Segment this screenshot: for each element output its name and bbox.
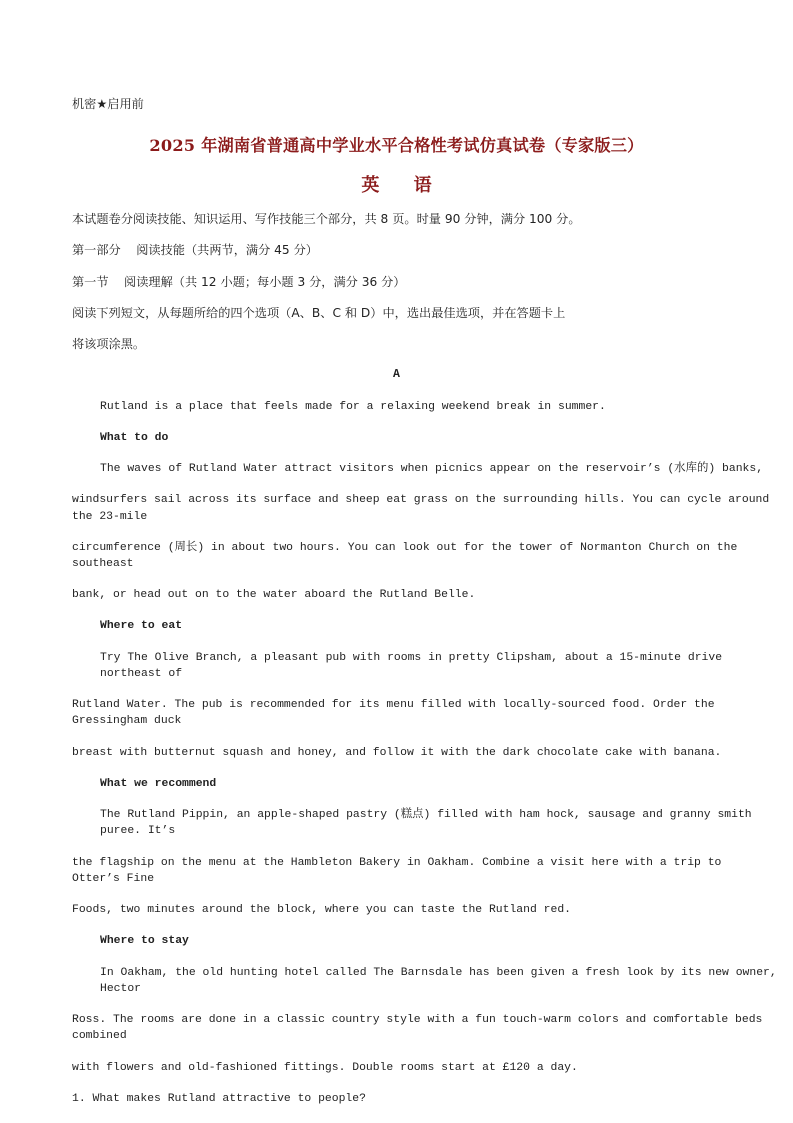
where-to-eat-line: Rutland Water. The pub is recommended for its menu filled with locally-sourced food. Order the (72, 699, 715, 711)
confidential-label: 机密★启用前 (72, 97, 144, 111)
directions-line-1: 阅读下列短文，从每题所给的四个选项（A、B、C 和 D）中，选出最佳选项，并在答题卡上 (72, 306, 566, 320)
what-to-do-line: circumference (周长) in about two hours. You can look out for the tower of Normanton Church on the (72, 542, 738, 554)
where-to-stay-line: In Oakham, the old hunting hotel called The Barnsdale has been given a fresh look by its new owner, (100, 967, 777, 979)
recommend-line: The Rutland Pippin, an apple-shaped pastry (糕点) filled with ham hock, sausage and granny smith (100, 809, 752, 821)
heading-where-to-eat: Where to eat (100, 620, 183, 632)
heading-where-to-stay: Where to stay (100, 935, 189, 947)
what-to-do-line: southeast (72, 558, 134, 570)
exam-title: 2025 年湖南省普通高中学业水平合格性考试仿真试卷（专家版三） (149, 136, 644, 155)
what-to-do-line: The waves of Rutland Water attract visitors when picnics appear on the reservoir’s (水库的) banks, (100, 463, 764, 475)
recommend-line: puree. It’s (100, 825, 176, 837)
passage-label: A (393, 368, 400, 381)
where-to-stay-line: combined (72, 1030, 127, 1042)
instructions-intro: 本试题卷分阅读技能、知识运用、写作技能三个部分，共 8 页。时量 90 分钟，满分 100 分。 (72, 212, 581, 226)
recommend-line: Foods, two minutes around the block, where you can taste the Rutland red. (72, 904, 571, 916)
question-1: 1. What makes Rutland attractive to people? (72, 1093, 366, 1105)
passage-intro: Rutland is a place that feels made for a relaxing weekend break in summer. (100, 401, 606, 413)
where-to-stay-line: with flowers and old-fashioned fittings. Double rooms start at £120 a day. (72, 1062, 578, 1074)
heading-what-we-recommend: What we recommend (100, 778, 217, 790)
heading-what-to-do: What to do (100, 432, 169, 444)
where-to-eat-line: Gressingham duck (72, 715, 182, 727)
directions-line-2: 将该项涂黑。 (72, 337, 146, 351)
what-to-do-line: the 23-mile (72, 511, 148, 523)
subject-title: 英 语 (361, 175, 446, 196)
where-to-eat-line: Try The Olive Branch, a pleasant pub with rooms in pretty Clipsham, about a 15-minute drive (100, 652, 723, 664)
part-one-heading: 第一部分 阅读技能（共两节，满分 45 分） (72, 243, 318, 257)
recommend-line: Otter’s Fine (72, 873, 155, 885)
what-to-do-line: bank, or head out on to the water aboard the Rutland Belle. (72, 589, 476, 601)
section-one-heading: 第一节 阅读理解（共 12 小题；每小题 3 分，满分 36 分） (72, 275, 406, 289)
recommend-line: the flagship on the menu at the Hambleton Bakery in Oakham. Combine a visit here with a trip to (72, 857, 722, 869)
where-to-stay-line: Ross. The rooms are done in a classic country style with a fun touch-warm colors and comfortable beds (72, 1014, 763, 1026)
what-to-do-line: windsurfers sail across its surface and sheep eat grass on the surrounding hills. You can cycle around (72, 494, 770, 506)
where-to-eat-line: breast with butternut squash and honey, and follow it with the dark chocolate cake with banana. (72, 747, 722, 759)
where-to-eat-line: northeast of (100, 668, 183, 680)
where-to-stay-line: Hector (100, 983, 142, 995)
